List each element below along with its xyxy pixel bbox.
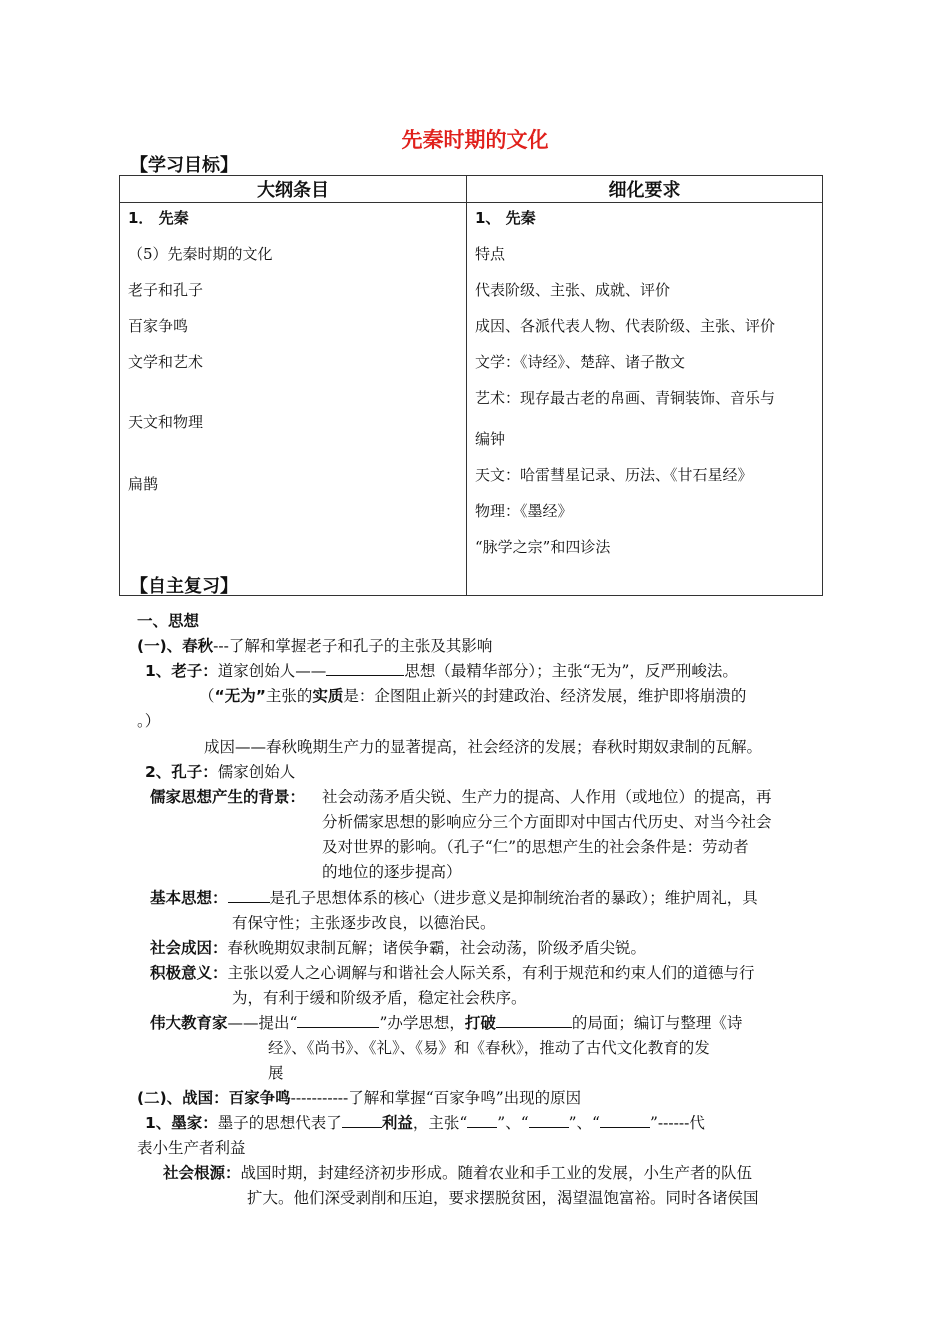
note-bold: 实质 xyxy=(312,687,344,705)
fill-blank xyxy=(342,1113,382,1128)
outline-item: 百家争鸣 xyxy=(128,317,189,335)
requirement-item: 艺术：现存最古老的帛画、青铜装饰、音乐与 xyxy=(475,389,776,407)
educator-line xyxy=(150,1011,742,1033)
mojia-text: 表小生产者利益 xyxy=(137,1139,246,1157)
kongzi-line xyxy=(145,760,295,782)
educator-text: 展 xyxy=(268,1064,284,1082)
basic-thought-text: 有保守性；主张逐步改良，以德治民。 xyxy=(232,914,496,932)
note-text: 主张的 xyxy=(265,687,313,705)
fill-blank xyxy=(600,1113,650,1128)
requirements-column xyxy=(467,203,823,596)
laozi-text: 道家创始人—— xyxy=(217,662,327,680)
fill-blank xyxy=(496,1013,572,1028)
laozi-note xyxy=(199,684,746,706)
laozi-line xyxy=(145,659,738,681)
basic-thought-label: 基本思想： xyxy=(150,889,228,907)
subsection-text: ---了解和掌握老子和孔子的主张及其影响 xyxy=(213,637,493,655)
requirement-item: 代表阶级、主张、成就、评价 xyxy=(475,281,671,299)
basic-thought-line xyxy=(150,886,758,908)
mojia-bold: 利益 xyxy=(381,1114,413,1132)
background-label: 儒家思想产生的背景： xyxy=(150,788,306,806)
fill-blank xyxy=(326,661,404,676)
kongzi-label: 2、孔子： xyxy=(145,763,218,781)
educator-text: 经》、《尚书》、《礼》、《易》和《春秋》，推动了古代文化教育的发 xyxy=(268,1039,710,1057)
social-root-line xyxy=(163,1161,752,1183)
educator-bold: 打破 xyxy=(464,1014,496,1032)
table-header-requirements: 细化要求 xyxy=(467,176,823,203)
note-text: 是：企图阻止新兴的封建政治、经济发展，维护即将崩溃的 xyxy=(343,687,747,705)
outline-table xyxy=(119,175,823,596)
social-root-label: 社会根源： xyxy=(163,1164,241,1182)
positive-meaning-text: 为，有利于缓和阶级矛盾，稳定社会秩序。 xyxy=(232,989,527,1007)
positive-meaning-line xyxy=(150,961,755,983)
requirement-item: 物理：《墨经》 xyxy=(475,502,573,520)
subsection-text: -----------了解和掌握“百家争鸣”出现的原因 xyxy=(290,1089,582,1107)
mojia-text: ”、“ xyxy=(568,1114,600,1132)
note-text: （ xyxy=(199,687,215,705)
positive-meaning-label: 积极意义： xyxy=(150,964,228,982)
outline-item: 老子和孔子 xyxy=(128,281,204,299)
mojia-line xyxy=(145,1111,705,1133)
kongzi-text: 儒家创始人 xyxy=(217,763,296,781)
outline-item: 1． 先秦 xyxy=(128,209,189,227)
social-cause-text: 春秋晚期奴隶制瓦解；诸侯争霸，社会动荡，阶级矛盾尖锐。 xyxy=(227,939,647,957)
educator-label: 伟大教育家 xyxy=(150,1014,228,1032)
educator-text: ——提出“ xyxy=(227,1014,298,1032)
requirement-item: 天文：哈雷彗星记录、历法、《甘石星经》 xyxy=(475,466,753,484)
mojia-text: 墨子的思想代表了 xyxy=(217,1114,342,1132)
outline-column xyxy=(120,203,467,596)
laozi-label: 1、老子： xyxy=(145,662,218,680)
table-header-outline: 大纲条目 xyxy=(120,176,467,203)
requirement-item: 文学：《诗经》、楚辞、诸子散文 xyxy=(475,353,686,371)
social-cause-line xyxy=(150,936,646,958)
background-text: 分析儒家思想的影响应分三个方面即对中国古代历史、对当今社会 xyxy=(322,813,772,831)
section-goals-heading: 【学习目标】 xyxy=(130,155,238,176)
fill-blank xyxy=(467,1113,497,1128)
requirement-item: 编钟 xyxy=(475,430,506,448)
educator-text: 的局面；编订与整理《诗 xyxy=(571,1014,743,1032)
social-cause-label: 社会成因： xyxy=(150,939,228,957)
background-text: 及对世界的影响。（孔子“仁”的思想产生的社会条件是：劳动者 xyxy=(322,838,749,856)
laozi-cause: 成因——春秋晚期生产力的显著提高，社会经济的发展；春秋时期奴隶制的瓦解。 xyxy=(204,738,763,756)
requirement-item: 1、 先秦 xyxy=(475,209,536,227)
fill-blank xyxy=(297,1013,379,1028)
mojia-text: ”、“ xyxy=(497,1114,529,1132)
requirement-item: 特点 xyxy=(475,245,506,263)
requirement-item: “脉学之宗”和四诊法 xyxy=(475,538,611,556)
page-title: 先秦时期的文化 xyxy=(401,128,549,152)
subsection-label: (二)、战国：百家争鸣 xyxy=(137,1089,291,1107)
basic-thought-text: 是孔子思想体系的核心（进步意义是抑制统治者的暴政）；维护周礼，具 xyxy=(269,889,758,907)
outline-item: 扁鹊 xyxy=(128,475,159,493)
subsection-label: (一)、春秋 xyxy=(137,637,214,655)
fill-blank xyxy=(228,888,270,903)
subsection-heading: 一、思想 xyxy=(137,612,200,630)
positive-meaning-text: 主张以爱人之心调解与和谐社会人际关系，有利于规范和约束人们的道德与行 xyxy=(227,964,755,982)
outline-item: （5）先秦时期的文化 xyxy=(128,245,273,263)
mojia-label: 1、墨家： xyxy=(145,1114,218,1132)
social-root-text: 战国时期，封建经济初步形成。随着农业和手工业的发展，小生产者的队伍 xyxy=(240,1164,753,1182)
subsection-zhanguo xyxy=(137,1086,581,1108)
subsection-chunqiu xyxy=(137,634,492,656)
outline-item: 天文和物理 xyxy=(128,413,204,431)
requirement-item: 成因、各派代表人物、代表阶级、主张、评价 xyxy=(475,317,776,335)
educator-text: ”办学思想， xyxy=(379,1014,465,1032)
mojia-text: ，主张“ xyxy=(412,1114,468,1132)
laozi-text: 思想（最精华部分）；主张“无为”，反严刑峻法。 xyxy=(404,662,738,680)
laozi-note-end: 。） xyxy=(137,712,161,730)
outline-item: 文学和艺术 xyxy=(128,353,204,371)
social-root-text: 扩大。他们深受剥削和压迫，要求摆脱贫困，渴望温饱富裕。同时各诸侯国 xyxy=(247,1189,759,1207)
fill-blank xyxy=(529,1113,569,1128)
background-text: 的地位的逐步提高） xyxy=(322,863,462,881)
note-bold: “无为” xyxy=(214,687,266,705)
section-review-heading: 【自主复习】 xyxy=(130,576,238,597)
background-text: 社会动荡矛盾尖锐、生产力的提高、人作用（或地位）的提高，再 xyxy=(322,788,772,806)
mojia-text: ”------代 xyxy=(649,1114,705,1132)
